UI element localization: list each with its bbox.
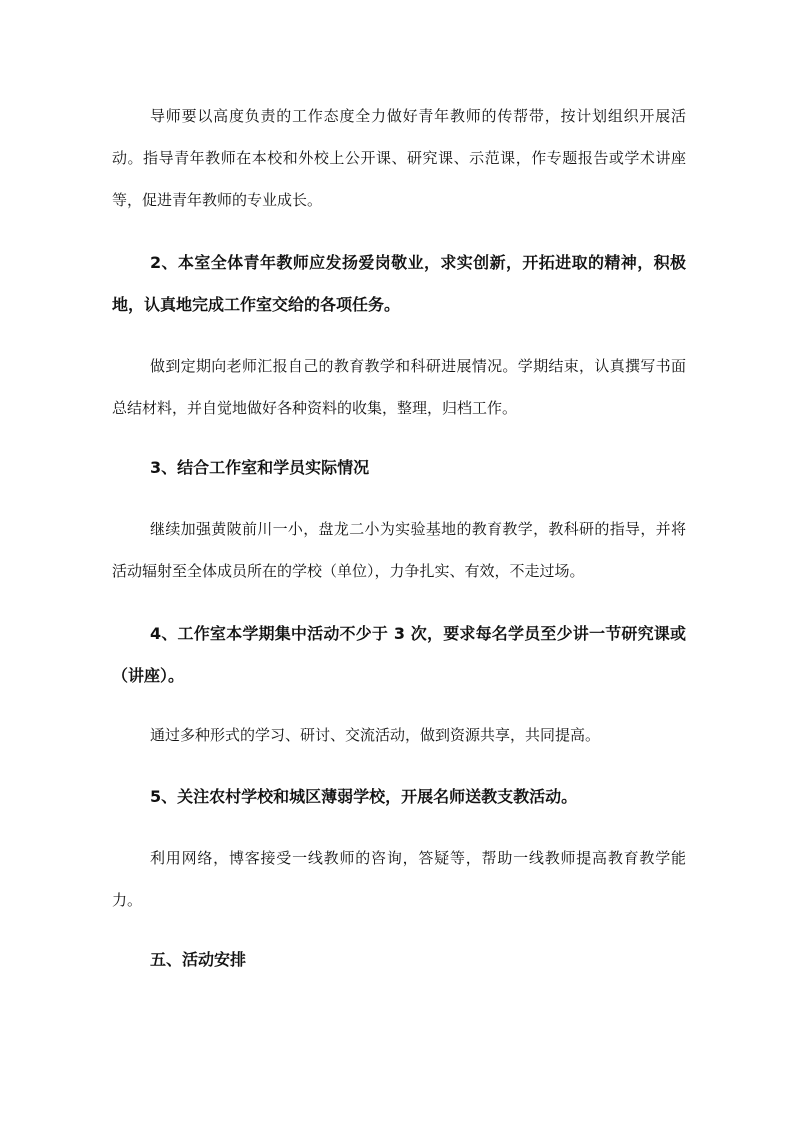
- heading-section-5: 五、活动安排: [150, 950, 247, 969]
- paragraph-mentor-duties: 导师要以高度负责的工作态度全力做好青年教师的传帮带，按计划组织开展活动。指导青年教师在本校和外校上公开课、研究课、示范课，作专题报告或学术讲座等，促进青年教师的专业成长。: [112, 107, 686, 209]
- paragraph-online-support: 利用网络，博客接受一线教师的咨询，答疑等，帮助一线教师提高教育教学能力。: [112, 849, 686, 909]
- paragraph-experiment-base: 继续加强黄陂前川一小，盘龙二小为实验基地的教育教学，教科研的指导，并将活动辐射至全体成员所在的学校（单位），力争扎实、有效，不走过场。: [112, 520, 686, 580]
- paragraph-report-progress: 做到定期向老师汇报自己的教育教学和科研进展情况。学期结束，认真撰写书面总结材料，并自觉地做好各种资料的收集，整理，归档工作。: [112, 357, 686, 417]
- heading-item-3: 3、结合工作室和学员实际情况: [150, 458, 370, 477]
- paragraph-resource-sharing: 通过多种形式的学习、研讨、交流活动，做到资源共享，共同提高。: [150, 726, 601, 744]
- heading-item-4: 4、工作室本学期集中活动不少于 3 次，要求每名学员至少讲一节研究课或（讲座）。: [112, 624, 686, 685]
- heading-item-5: 5、关注农村学校和城区薄弱学校，开展名师送教支教活动。: [150, 787, 578, 806]
- heading-item-2: 2、本室全体青年教师应发扬爱岗敬业，求实创新，开拓进取的精神，积极地，认真地完成工作室交给的各项任务。: [112, 253, 686, 314]
